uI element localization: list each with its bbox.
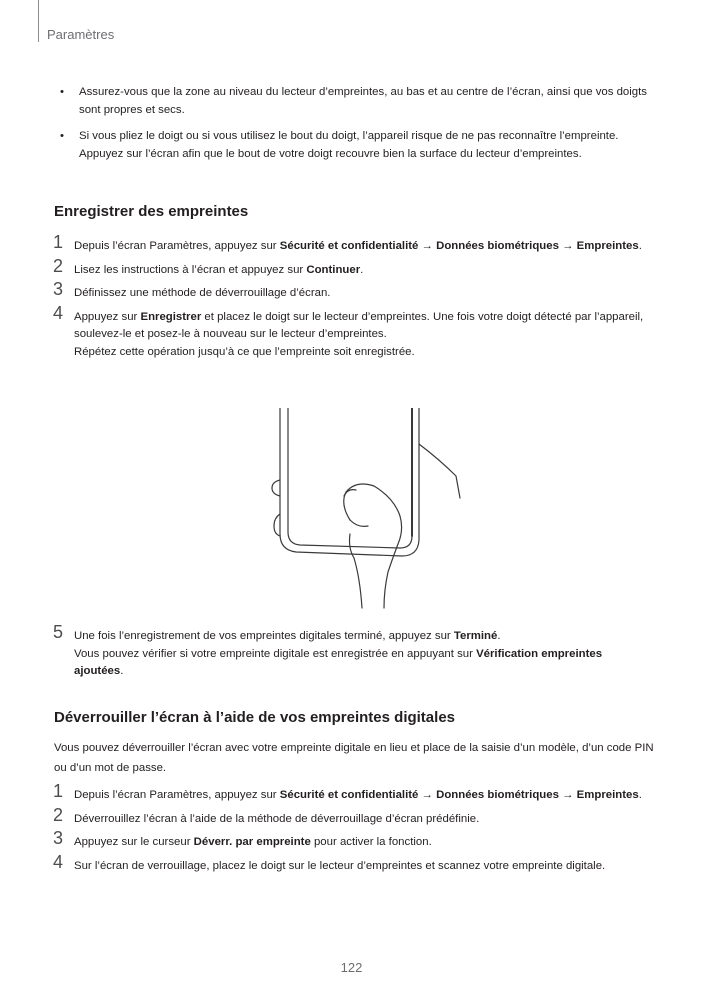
step-number: 4 (53, 302, 64, 323)
register-steps-final (53, 622, 654, 687)
step-number: 3 (53, 279, 64, 299)
tips-list (54, 84, 654, 172)
step-number: 4 (53, 851, 64, 872)
bullet-dot: • (60, 86, 64, 98)
finger-outline (354, 558, 362, 608)
unlock-intro: Vous pouvez déverrouiller l’écran avec votre empreinte digitale en lieu et place de la saisie d’un modèle, d’un code PIN ou d’un mot de passe. (54, 742, 654, 774)
section-heading-register: Enregistrer des empreintes (54, 203, 249, 220)
step-number: 3 (53, 828, 64, 848)
step-number: 1 (53, 232, 64, 252)
header-divider (38, 0, 39, 42)
side-button (274, 514, 280, 536)
header-title: Paramètres (47, 27, 115, 42)
step-item: 1 Depuis l’écran Paramètres, appuyez sur Sécurité et confidentialité → Données biométriques → Empreintes. (53, 781, 642, 801)
step-item: 3 Appuyez sur le curseur Déverr. par empreinte pour activer la fonction. (53, 828, 432, 848)
unlock-steps (53, 781, 654, 881)
step-number: 5 (53, 622, 64, 642)
step-item: 4 Appuyez sur Enregistrer et placez le doigt sur le lecteur d’empreintes. Une fois votre doigt détecté par l’appareil, soulevez-le et posez-le à nouveau sur le lecteur d’empreintes. Répétez cette opération jusqu’à ce que l’empreinte soit enregistrée. (53, 302, 644, 358)
step-item: 2 Déverrouillez l’écran à l’aide de la méthode de déverrouillage d’écran prédéfinie. (53, 804, 480, 825)
tip-item (54, 84, 654, 119)
step-item: 4 Sur l’écran de verrouillage, placez le doigt sur le lecteur d’empreintes et scannez votre empreinte digitale. (53, 851, 606, 872)
step-item: 1 Depuis l’écran Paramètres, appuyez sur Sécurité et confidentialité → Données biométriques → Empreintes. (53, 232, 642, 252)
tip-text: Si vous pliez le doigt ou si vous utilisez le bout du doigt, l’appareil risque de ne pas reconnaître l’empreinte. Appuyez sur l’écran afin que le bout de votre doigt recouvre bien la surface du lecteur d’empreintes. (79, 130, 619, 160)
page-number: 122 (340, 960, 363, 975)
step-item: 2 Lisez les instructions à l’écran et appuyez sur Continuer. (53, 255, 364, 276)
step-number: 2 (53, 804, 64, 825)
fingerprint-illustration (262, 408, 462, 613)
tip-text: Assurez-vous que la zone au niveau du lecteur d’empreintes, au bas et au centre de l’écran, ainsi que vos doigts sont propres et secs. (79, 86, 647, 116)
step-number: 1 (53, 781, 64, 801)
step-item: 3 Définissez une méthode de déverrouillage d’écran. (53, 279, 331, 299)
hand-outline (419, 444, 460, 498)
step-number: 2 (53, 255, 64, 276)
bullet-dot: • (60, 130, 64, 142)
tip-item (54, 128, 654, 163)
side-button (272, 480, 280, 496)
section-heading-unlock: Déverrouiller l’écran à l’aide de vos empreintes digitales (54, 709, 456, 726)
phone-screen (288, 408, 412, 548)
register-steps (53, 232, 654, 367)
step-item: 5 Une fois l’enregistrement de vos empreintes digitales terminé, appuyez sur Terminé. Vous pouvez vérifier si votre empreinte digitale est enregistrée en appuyant sur Vérification empreintes ajoutées. (53, 622, 603, 677)
